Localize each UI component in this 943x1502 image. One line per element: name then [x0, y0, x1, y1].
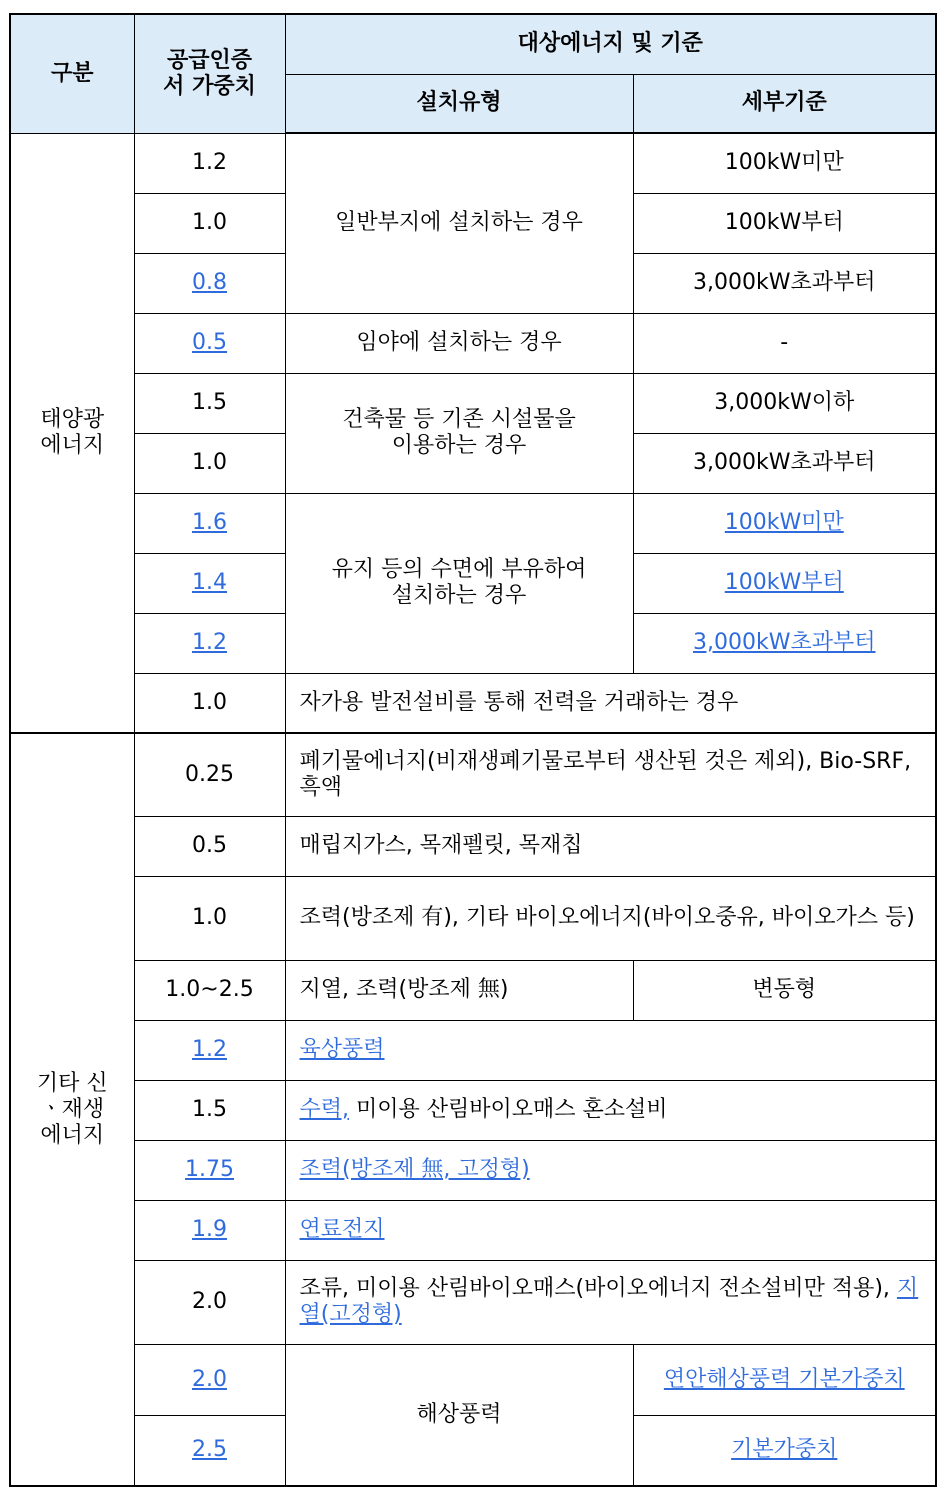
weight-link[interactable]: 0.5 — [192, 330, 227, 355]
energy-cell — [285, 1260, 936, 1344]
table-row — [10, 876, 936, 960]
weight-cell: 1.0 — [134, 673, 285, 733]
detail-cell: 100kW부터 — [633, 193, 936, 253]
table-row — [10, 493, 936, 553]
energy-link[interactable]: 수력, — [299, 1097, 349, 1122]
detail-cell — [633, 613, 936, 673]
energy-link[interactable]: 조력(방조제 無, 고정형) — [299, 1157, 530, 1182]
weight-cell: 1.5 — [134, 373, 285, 433]
table-row — [10, 673, 936, 733]
table-row — [10, 816, 936, 876]
energy-text: 조류, 미이용 산림바이오매스(바이오에너지 전소설비만 적용), — [299, 1276, 897, 1301]
energy-text: 미이용 산림바이오매스 혼소설비 — [349, 1097, 668, 1122]
category-solar: 태양광 에너지 — [10, 133, 134, 733]
detail-cell — [633, 1415, 936, 1486]
header-install-type: 설치유형 — [285, 74, 633, 133]
weight-cell: 1.2 — [134, 133, 285, 193]
weight-cell — [134, 1200, 285, 1260]
detail-link[interactable]: 100kW미만 — [724, 510, 844, 535]
weight-cell — [134, 613, 285, 673]
energy-cell: 지열, 조력(방조제 無) — [285, 960, 633, 1020]
detail-cell: 변동형 — [633, 960, 936, 1020]
weight-link[interactable]: 2.0 — [192, 1366, 227, 1392]
table-row — [10, 133, 936, 193]
detail-link[interactable]: 100kW부터 — [724, 570, 844, 595]
weight-cell — [134, 553, 285, 613]
weight-link[interactable]: 2.5 — [192, 1437, 227, 1463]
detail-cell: 3,000kW이하 — [633, 373, 936, 433]
rec-weight-table — [9, 13, 937, 1487]
header-detail: 세부기준 — [633, 74, 936, 133]
weight-link[interactable]: 1.4 — [192, 570, 227, 595]
install-type-cell: 임야에 설치하는 경우 — [285, 313, 633, 373]
weight-cell: 1.0 — [134, 433, 285, 493]
weight-link[interactable]: 1.2 — [192, 630, 227, 655]
detail-link[interactable]: 연안해상풍력 기본가중치 — [663, 1366, 905, 1392]
header-category: 구분 — [10, 14, 134, 133]
install-type-cell: 유지 등의 수면에 부유하여 설치하는 경우 — [285, 493, 633, 673]
weight-link[interactable]: 1.2 — [192, 1037, 227, 1062]
weight-cell — [134, 1344, 285, 1415]
energy-cell — [285, 1020, 936, 1080]
weight-link[interactable]: 1.6 — [192, 510, 227, 535]
weight-cell — [134, 493, 285, 553]
weight-link[interactable]: 1.75 — [185, 1157, 234, 1182]
detail-link[interactable]: 기본가중치 — [731, 1437, 838, 1463]
table-row — [10, 1020, 936, 1080]
header-weight: 공급인증서 가중치 — [134, 14, 285, 133]
install-type-cell: 건축물 등 기존 시설물을 이용하는 경우 — [285, 373, 633, 493]
table-row — [10, 313, 936, 373]
table-row — [10, 1200, 936, 1260]
detail-cell — [633, 553, 936, 613]
energy-cell: 조력(방조제 有), 기타 바이오에너지(바이오중유, 바이오가스 등) — [285, 876, 936, 960]
energy-link[interactable]: 연료전지 — [299, 1217, 385, 1242]
energy-cell: 폐기물에너지(비재생폐기물로부터 생산된 것은 제외), Bio-SRF, 흑액 — [285, 733, 936, 816]
weight-cell: 1.0~2.5 — [134, 960, 285, 1020]
energy-cell: 매립지가스, 목재펠릿, 목재칩 — [285, 816, 936, 876]
detail-cell: - — [633, 313, 936, 373]
weight-cell: 0.25 — [134, 733, 285, 816]
table-row — [10, 960, 936, 1020]
energy-cell — [285, 1140, 936, 1200]
install-type-cell: 자가용 발전설비를 통해 전력을 거래하는 경우 — [285, 673, 936, 733]
table-row — [10, 1140, 936, 1200]
weight-cell: 1.5 — [134, 1080, 285, 1140]
energy-cell — [285, 1080, 936, 1140]
weight-cell: 2.0 — [134, 1260, 285, 1344]
weight-cell — [134, 1140, 285, 1200]
table-row — [10, 1080, 936, 1140]
detail-cell — [633, 1344, 936, 1415]
energy-cell: 해상풍력 — [285, 1344, 633, 1486]
detail-link[interactable]: 3,000kW초과부터 — [693, 630, 876, 655]
detail-cell: 100kW미만 — [633, 133, 936, 193]
install-type-cell: 일반부지에 설치하는 경우 — [285, 133, 633, 313]
weight-link[interactable]: 0.8 — [192, 270, 227, 295]
energy-link[interactable]: 지열(고정형) — [299, 1276, 919, 1327]
weight-link[interactable]: 1.9 — [192, 1217, 227, 1242]
energy-link[interactable]: 육상풍력 — [299, 1037, 385, 1062]
detail-cell — [633, 493, 936, 553]
weight-cell — [134, 253, 285, 313]
table-row — [10, 373, 936, 433]
table-row — [10, 1344, 936, 1415]
detail-cell: 3,000kW초과부터 — [633, 253, 936, 313]
header-target: 대상에너지 및 기준 — [285, 14, 936, 74]
table-row — [10, 733, 936, 816]
energy-cell — [285, 1200, 936, 1260]
category-other: 기타 신ㆍ재생 에너지 — [10, 733, 134, 1486]
weight-cell: 1.0 — [134, 193, 285, 253]
table-row — [10, 1260, 936, 1344]
weight-cell — [134, 1415, 285, 1486]
weight-cell — [134, 313, 285, 373]
detail-cell: 3,000kW초과부터 — [633, 433, 936, 493]
weight-cell: 0.5 — [134, 816, 285, 876]
weight-cell: 1.0 — [134, 876, 285, 960]
weight-cell — [134, 1020, 285, 1080]
